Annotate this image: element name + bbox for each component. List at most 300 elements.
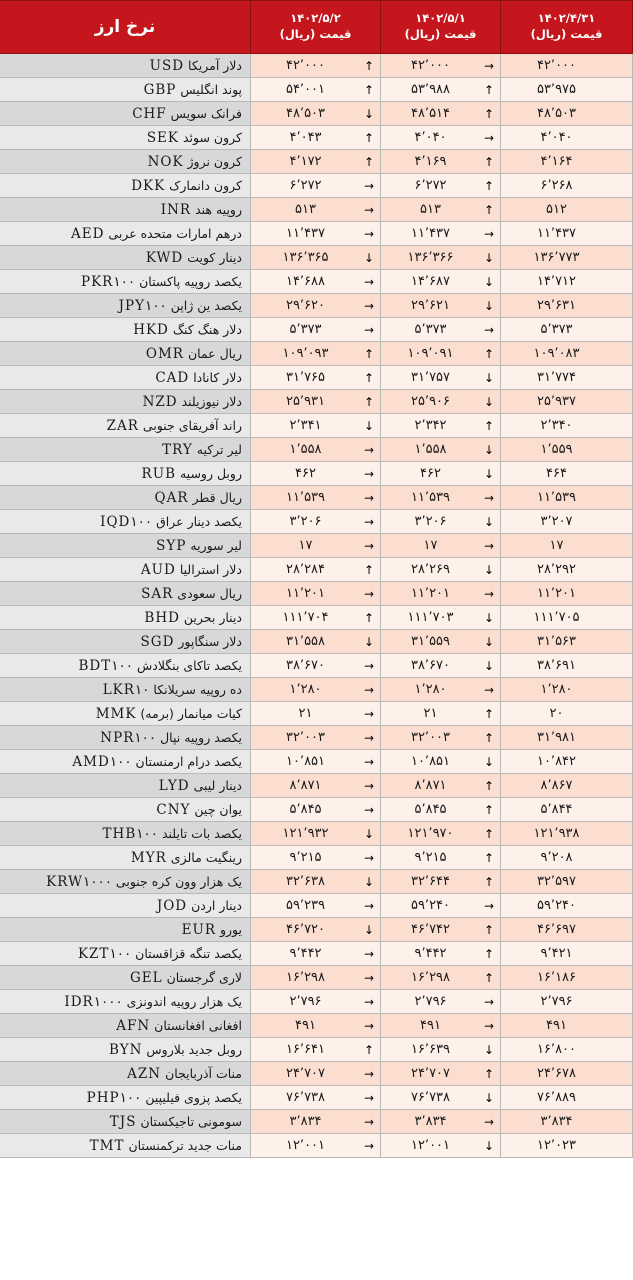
- table-row: [0, 1014, 633, 1038]
- rate-value: ۴۶۴: [546, 466, 567, 481]
- currency-name: روبل جدید بلاروس: [142, 1041, 242, 1057]
- table-row: [0, 558, 633, 582]
- currency-name: دلار کانادا: [189, 369, 242, 385]
- currency-name-cell: [0, 78, 251, 102]
- currency-name-cell: [0, 798, 251, 822]
- rate-cell-1: [501, 846, 633, 870]
- table-row: [0, 78, 633, 102]
- rate-cell-2: [381, 702, 501, 726]
- trend-flat-icon: →: [483, 58, 495, 73]
- rate-cell-1: [501, 102, 633, 126]
- currency-name: منات جدید ترکمنستان: [124, 1137, 242, 1153]
- rate-cell-3: [251, 294, 381, 318]
- currency-name-cell: [0, 150, 251, 174]
- rate-cell-3: [251, 150, 381, 174]
- trend-down-icon: ↓: [483, 634, 495, 649]
- trend-up-icon: ↑: [363, 370, 375, 385]
- rate-value: ۲۹٬۶۲۰: [285, 298, 326, 313]
- currency-name-cell: [0, 654, 251, 678]
- trend-up-icon: ↑: [483, 1066, 495, 1081]
- currency-code: AFN: [116, 1017, 151, 1034]
- rate-value: ۶٬۲۷۲: [289, 178, 322, 193]
- trend-flat-icon: →: [363, 970, 375, 985]
- rate-value: ۴٬۱۶۹: [414, 154, 447, 169]
- rate-value: ۶٬۲۷۲: [414, 178, 447, 193]
- trend-flat-icon: →: [363, 274, 375, 289]
- table-row: [0, 222, 633, 246]
- currency-name-cell: [0, 534, 251, 558]
- rate-value: ۲٬۷۹۶: [540, 994, 573, 1009]
- currency-code: CHF: [132, 105, 167, 122]
- rate-value: ۳۱٬۵۶۳: [536, 634, 577, 649]
- table-row: [0, 246, 633, 270]
- rate-cell-1: [501, 894, 633, 918]
- rate-cell-3: [251, 270, 381, 294]
- rate-value: ۵۱۳: [420, 202, 441, 217]
- table-row: [0, 846, 633, 870]
- rate-cell-1: [501, 390, 633, 414]
- rate-cell-3: [251, 966, 381, 990]
- header-date-3: ۱۴۰۲/۴/۳۱: [537, 11, 596, 26]
- trend-flat-icon: →: [363, 226, 375, 241]
- table-row: [0, 870, 633, 894]
- rate-cell-2: [381, 246, 501, 270]
- rate-cell-1: [501, 918, 633, 942]
- rate-cell-2: [381, 654, 501, 678]
- rate-value: ۲۴٬۶۷۸: [536, 1066, 577, 1081]
- rate-cell-2: [381, 54, 501, 78]
- rate-value: ۵٬۳۷۳: [414, 322, 447, 337]
- currency-code: JOD: [156, 897, 188, 914]
- rate-cell-2: [381, 510, 501, 534]
- table-row: [0, 102, 633, 126]
- currency-name: دلار هنگ کنگ: [168, 321, 242, 337]
- page-title: نرخ ارز: [0, 1, 251, 54]
- rate-value: ۴٬۰۴۳: [289, 130, 322, 145]
- currency-code: SAR: [141, 585, 174, 602]
- header-date-2: ۱۴۰۲/۵/۱: [415, 11, 466, 26]
- rate-value: ۵۹٬۲۳۹: [285, 898, 326, 913]
- rate-cell-1: [501, 558, 633, 582]
- trend-flat-icon: →: [363, 778, 375, 793]
- rate-cell-2: [381, 1062, 501, 1086]
- currency-name-cell: [0, 462, 251, 486]
- rate-cell-1: [501, 222, 633, 246]
- rate-value: ۶٬۲۶۸: [540, 178, 573, 193]
- currency-name-cell: [0, 414, 251, 438]
- rate-value: ۱۱۱٬۷۰۴: [282, 610, 329, 625]
- rate-value: ۵۹٬۲۴۰: [410, 898, 451, 913]
- rate-value: ۱۷: [298, 538, 313, 553]
- rate-value: ۲۵٬۹۳۷: [536, 394, 577, 409]
- rate-value: ۱۰٬۸۵۱: [285, 754, 326, 769]
- rate-cell-3: [251, 486, 381, 510]
- currency-code: GEL: [130, 969, 163, 986]
- trend-flat-icon: →: [483, 586, 495, 601]
- rate-cell-2: [381, 798, 501, 822]
- currency-code: TMT: [89, 1137, 125, 1154]
- currency-code: CAD: [155, 369, 190, 386]
- rate-value: ۱۱٬۲۰۱: [285, 586, 326, 601]
- rate-cell-2: [381, 438, 501, 462]
- currency-name-cell: [0, 774, 251, 798]
- rate-value: ۹٬۴۴۲: [289, 946, 322, 961]
- rate-value: ۱٬۵۵۸: [289, 442, 322, 457]
- trend-flat-icon: →: [363, 514, 375, 529]
- rate-value: ۲٬۳۴۰: [540, 418, 573, 433]
- rate-value: ۱۷: [549, 538, 564, 553]
- rate-value: ۲۹٬۶۲۱: [410, 298, 451, 313]
- rate-value: ۱۲۱٬۹۷۰: [407, 826, 454, 841]
- rate-value: ۵۳٬۹۸۸: [410, 82, 451, 97]
- rate-cell-1: [501, 630, 633, 654]
- currency-code: SYP: [156, 537, 187, 554]
- rate-cell-1: [501, 1062, 633, 1086]
- rate-value: ۱۲۱٬۹۳۸: [533, 826, 580, 841]
- rate-cell-3: [251, 366, 381, 390]
- trend-down-icon: ↓: [483, 274, 495, 289]
- currency-code: DKK: [131, 177, 166, 194]
- currency-code: BYN: [109, 1041, 143, 1058]
- rate-value: ۳۱٬۵۵۸: [285, 634, 326, 649]
- rate-cell-3: [251, 510, 381, 534]
- trend-flat-icon: →: [363, 850, 375, 865]
- currency-name: ریال سعودی: [173, 585, 242, 601]
- trend-up-icon: ↑: [363, 562, 375, 577]
- trend-flat-icon: →: [363, 802, 375, 817]
- trend-down-icon: ↓: [363, 634, 375, 649]
- currency-name: لیر ترکیه: [192, 441, 242, 457]
- trend-flat-icon: →: [363, 1066, 375, 1081]
- trend-down-icon: ↓: [363, 826, 375, 841]
- rate-cell-2: [381, 1014, 501, 1038]
- rate-cell-3: [251, 78, 381, 102]
- rate-cell-1: [501, 54, 633, 78]
- rate-cell-2: [381, 822, 501, 846]
- rate-value: ۱٬۵۵۸: [414, 442, 447, 457]
- rate-cell-2: [381, 942, 501, 966]
- table-row: [0, 390, 633, 414]
- trend-down-icon: ↓: [363, 874, 375, 889]
- rate-value: ۲۹٬۶۳۱: [536, 298, 577, 313]
- rate-value: ۳۱٬۷۵۷: [410, 370, 451, 385]
- currency-code: MYR: [130, 849, 167, 866]
- rate-value: ۳۲٬۶۴۴: [410, 874, 451, 889]
- trend-up-icon: ↑: [483, 106, 495, 121]
- currency-name-cell: [0, 246, 251, 270]
- trend-up-icon: ↑: [363, 130, 375, 145]
- rate-cell-2: [381, 390, 501, 414]
- table-row: [0, 534, 633, 558]
- currency-name-cell: [0, 966, 251, 990]
- trend-flat-icon: →: [363, 754, 375, 769]
- rate-cell-2: [381, 1086, 501, 1110]
- table-row: [0, 1086, 633, 1110]
- rate-cell-2: [381, 102, 501, 126]
- rate-cell-3: [251, 558, 381, 582]
- trend-up-icon: ↑: [363, 154, 375, 169]
- currency-code: EUR: [181, 921, 217, 938]
- rate-cell-3: [251, 198, 381, 222]
- currency-code: LKR۱۰: [102, 681, 150, 698]
- rate-cell-2: [381, 342, 501, 366]
- table-row: [0, 198, 633, 222]
- rate-cell-2: [381, 894, 501, 918]
- trend-up-icon: ↑: [483, 730, 495, 745]
- trend-down-icon: ↓: [363, 106, 375, 121]
- rate-value: ۱۲۱٬۹۳۲: [282, 826, 329, 841]
- currency-code: MMK: [95, 705, 137, 722]
- currency-name-cell: [0, 1134, 251, 1158]
- trend-up-icon: ↑: [483, 178, 495, 193]
- rate-value: ۳۸٬۶۹۱: [536, 658, 577, 673]
- currency-name-cell: [0, 558, 251, 582]
- rate-value: ۱٬۵۵۹: [540, 442, 573, 457]
- trend-flat-icon: →: [483, 130, 495, 145]
- rate-cell-1: [501, 606, 633, 630]
- currency-name-cell: [0, 606, 251, 630]
- rate-value: ۱۰٬۸۴۲: [536, 754, 577, 769]
- trend-down-icon: ↓: [483, 370, 495, 385]
- rate-cell-2: [381, 726, 501, 750]
- rate-cell-2: [381, 582, 501, 606]
- trend-flat-icon: →: [483, 682, 495, 697]
- trend-down-icon: ↓: [483, 514, 495, 529]
- rate-cell-3: [251, 750, 381, 774]
- rate-value: ۳٬۸۳۴: [289, 1114, 322, 1129]
- rate-cell-2: [381, 414, 501, 438]
- trend-up-icon: ↑: [363, 1042, 375, 1057]
- rate-value: ۱۱٬۴۳۷: [285, 226, 326, 241]
- rate-value: ۵٬۸۴۵: [414, 802, 447, 817]
- rate-value: ۱٬۲۸۰: [414, 682, 447, 697]
- currency-name-cell: [0, 222, 251, 246]
- currency-name-cell: [0, 942, 251, 966]
- rate-cell-1: [501, 78, 633, 102]
- rate-value: ۲٬۷۹۶: [414, 994, 447, 1009]
- rate-cell-3: [251, 654, 381, 678]
- table-row: [0, 342, 633, 366]
- rate-value: ۱٬۲۸۰: [540, 682, 573, 697]
- rate-value: ۱۱٬۵۳۹: [410, 490, 451, 505]
- header-price-label-1: قیمت (ریال): [279, 27, 352, 41]
- currency-name: دینار بحرین: [179, 609, 242, 625]
- currency-name-cell: [0, 894, 251, 918]
- rate-value: ۴٬۰۴۰: [540, 130, 573, 145]
- currency-name-cell: [0, 174, 251, 198]
- trend-up-icon: ↑: [483, 778, 495, 793]
- table-row: [0, 726, 633, 750]
- rate-cell-1: [501, 534, 633, 558]
- currency-name-cell: [0, 126, 251, 150]
- rate-value: ۴۸٬۵۰۳: [536, 106, 577, 121]
- rate-value: ۴۸٬۵۰۳: [285, 106, 326, 121]
- currency-code: NZD: [142, 393, 178, 410]
- currency-code: TRY: [162, 441, 193, 458]
- rate-cell-1: [501, 1014, 633, 1038]
- currency-name: یکصد درام ارمنستان: [131, 753, 242, 769]
- currency-name-cell: [0, 342, 251, 366]
- trend-up-icon: ↑: [363, 82, 375, 97]
- trend-up-icon: ↑: [483, 874, 495, 889]
- table-row: [0, 678, 633, 702]
- currency-name-cell: [0, 510, 251, 534]
- currency-code: THB۱۰۰: [102, 825, 158, 842]
- rate-value: ۳۲٬۵۹۷: [536, 874, 577, 889]
- currency-name: کرون نروژ: [183, 153, 242, 169]
- currency-name-cell: [0, 294, 251, 318]
- rate-cell-2: [381, 126, 501, 150]
- table-row: [0, 606, 633, 630]
- currency-name-cell: [0, 846, 251, 870]
- trend-flat-icon: →: [363, 994, 375, 1009]
- currency-name-cell: [0, 582, 251, 606]
- rate-cell-1: [501, 414, 633, 438]
- rate-value: ۸٬۸۶۷: [540, 778, 573, 793]
- rate-value: ۵۴٬۰۰۱: [285, 82, 326, 97]
- header-price-label-2: قیمت (ریال): [404, 27, 477, 41]
- rate-cell-1: [501, 1038, 633, 1062]
- currency-code: AUD: [140, 561, 176, 578]
- rate-value: ۳۱٬۵۵۹: [410, 634, 451, 649]
- currency-code: BHD: [144, 609, 180, 626]
- header-price-label-3: قیمت (ریال): [530, 27, 603, 41]
- rate-cell-3: [251, 390, 381, 414]
- currency-name: یکصد پزوی فیلیپین: [141, 1089, 242, 1105]
- currency-code: GBP: [143, 81, 177, 98]
- rate-cell-3: [251, 918, 381, 942]
- trend-flat-icon: →: [483, 490, 495, 505]
- table-header: [0, 1, 633, 54]
- currency-name: یکصد تنگه قزاقستان: [131, 945, 242, 961]
- rate-cell-1: [501, 1086, 633, 1110]
- rate-cell-2: [381, 534, 501, 558]
- header-date-col-1: [251, 1, 381, 54]
- trend-flat-icon: →: [483, 538, 495, 553]
- table-row: [0, 750, 633, 774]
- rate-cell-3: [251, 870, 381, 894]
- rate-cell-2: [381, 966, 501, 990]
- currency-name-cell: [0, 1014, 251, 1038]
- rate-value: ۱۲٬۰۲۳: [536, 1138, 577, 1153]
- rate-cell-3: [251, 1038, 381, 1062]
- rate-value: ۳۱٬۹۸۱: [536, 730, 577, 745]
- currency-name: کیات میانمار (برمه): [136, 705, 242, 721]
- currency-code: IDR۱۰۰۰: [64, 993, 123, 1010]
- table-row: [0, 318, 633, 342]
- rate-value: ۵٬۸۴۵: [289, 802, 322, 817]
- currency-code: SGD: [140, 633, 175, 650]
- trend-up-icon: ↑: [483, 346, 495, 361]
- table-row: [0, 462, 633, 486]
- rate-cell-2: [381, 678, 501, 702]
- currency-name: یک هزار روپیه اندونزی: [122, 993, 242, 1009]
- rate-value: ۱۶٬۶۳۹: [410, 1042, 451, 1057]
- currency-name: یکصد روپیه پاکستان: [135, 273, 242, 289]
- currency-name: دینار کویت: [183, 249, 242, 265]
- rate-value: ۱۳۶٬۳۶۶: [407, 250, 454, 265]
- rate-value: ۴۶۲: [295, 466, 316, 481]
- rate-value: ۴۹۱: [546, 1018, 567, 1033]
- currency-name: رینگیت مالزی: [166, 849, 242, 865]
- currency-name-cell: [0, 870, 251, 894]
- table-row: [0, 414, 633, 438]
- currency-name: یکصد ین ژاپن: [166, 297, 242, 313]
- rate-cell-2: [381, 1038, 501, 1062]
- currency-name-cell: [0, 390, 251, 414]
- rate-cell-2: [381, 486, 501, 510]
- currency-name: لاری گرجستان: [162, 969, 242, 985]
- currency-code: BDT۱۰۰: [78, 657, 134, 674]
- currency-code: RUB: [141, 465, 176, 482]
- rate-cell-3: [251, 246, 381, 270]
- table-row: [0, 894, 633, 918]
- rate-cell-2: [381, 918, 501, 942]
- currency-name-cell: [0, 918, 251, 942]
- trend-up-icon: ↑: [483, 418, 495, 433]
- currency-name-cell: [0, 318, 251, 342]
- rate-cell-2: [381, 558, 501, 582]
- table-row: [0, 798, 633, 822]
- trend-flat-icon: →: [363, 946, 375, 961]
- currency-name: درهم امارات متحده عربی: [104, 225, 242, 241]
- rate-cell-1: [501, 870, 633, 894]
- rate-value: ۱۶٬۲۹۸: [285, 970, 326, 985]
- rate-cell-3: [251, 702, 381, 726]
- trend-up-icon: ↑: [483, 154, 495, 169]
- currency-name: یکصد روپیه نپال: [156, 729, 242, 745]
- header-row: [0, 1, 633, 54]
- rate-value: ۲۸٬۲۹۲: [536, 562, 577, 577]
- trend-down-icon: ↓: [483, 1090, 495, 1105]
- rate-value: ۱۰۹٬۰۹۳: [282, 346, 329, 361]
- trend-up-icon: ↑: [483, 826, 495, 841]
- trend-up-icon: ↑: [483, 850, 495, 865]
- rate-cell-3: [251, 606, 381, 630]
- currency-code: AZN: [127, 1065, 162, 1082]
- currency-code: NPR۱۰۰: [100, 729, 157, 746]
- rate-value: ۳٬۲۰۷: [540, 514, 573, 529]
- currency-name-cell: [0, 366, 251, 390]
- table-row: [0, 486, 633, 510]
- currency-name-cell: [0, 54, 251, 78]
- rate-cell-3: [251, 1014, 381, 1038]
- trend-flat-icon: →: [363, 178, 375, 193]
- trend-down-icon: ↓: [483, 658, 495, 673]
- currency-code: JPY۱۰۰: [118, 297, 167, 314]
- rate-cell-1: [501, 822, 633, 846]
- rate-value: ۴۶۲: [420, 466, 441, 481]
- rate-value: ۴۶٬۶۹۷: [536, 922, 577, 937]
- rate-value: ۱۱۱٬۷۰۳: [407, 610, 454, 625]
- rate-value: ۱۱۱٬۷۰۵: [533, 610, 580, 625]
- rate-value: ۵٬۳۷۳: [289, 322, 322, 337]
- trend-down-icon: ↓: [483, 466, 495, 481]
- table-row: [0, 1062, 633, 1086]
- currency-name: یوان چین: [190, 801, 242, 817]
- table-row: [0, 438, 633, 462]
- table-row: [0, 54, 633, 78]
- table-row: [0, 702, 633, 726]
- rate-cell-1: [501, 270, 633, 294]
- rate-cell-1: [501, 990, 633, 1014]
- rate-cell-2: [381, 366, 501, 390]
- trend-up-icon: ↑: [363, 394, 375, 409]
- header-date-col-3: [501, 1, 633, 54]
- table-row: [0, 822, 633, 846]
- table-row: [0, 654, 633, 678]
- rate-cell-2: [381, 78, 501, 102]
